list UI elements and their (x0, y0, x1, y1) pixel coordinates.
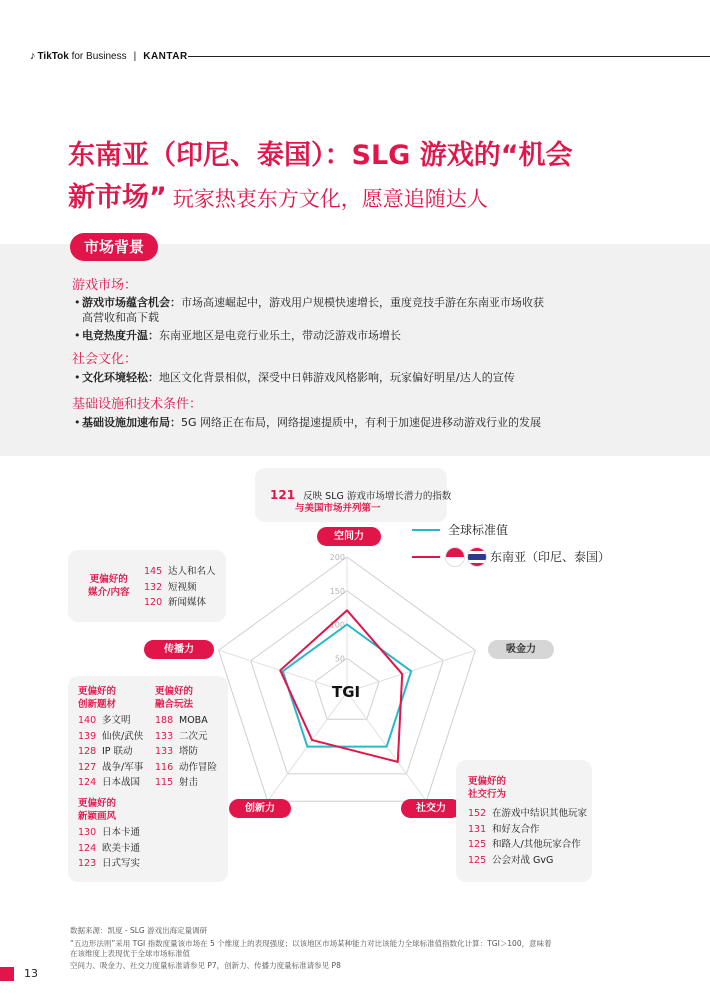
theme-list (78, 713, 143, 791)
panel-label-line2: 新颖画风 (78, 811, 117, 822)
item-value: 131 (468, 823, 487, 835)
market-background-badge: 市场背景 (70, 233, 158, 261)
footer-note-2: 在该维度上表现优于全球市场标准值 (70, 949, 190, 958)
item-label: 日式写实 (102, 858, 141, 869)
item-value: 130 (78, 827, 97, 838)
list-item (468, 837, 587, 853)
radar-tick-label: 100 (329, 620, 345, 630)
item-value: 127 (78, 761, 97, 773)
item-label: 二次元 (179, 730, 208, 742)
item-label: 在游戏中结识其他玩家 (492, 808, 588, 819)
item-value: 140 (78, 715, 97, 726)
callout-number: 121 (270, 488, 296, 502)
panel-label-line1: 更偏好的 (89, 574, 128, 585)
bullet-continuation: 高营收和高下载 (82, 311, 159, 324)
page-subtitle: 玩家热衷东方文化，愿意追随达人 (172, 187, 488, 211)
callout-line2: 与美国市场并列第一 (295, 503, 381, 514)
footer-source: 数据来源：凯度 - SLG 游戏出海定量调研 (70, 926, 208, 935)
item-label: 日本卡通 (102, 827, 141, 838)
item-value: 125 (468, 854, 487, 866)
item-label: 短视频 (168, 581, 197, 593)
item-value: 123 (78, 858, 97, 869)
list-item (155, 729, 217, 745)
list-item (468, 822, 587, 838)
bullet-text: 东南亚地区是电竞行业乐土，带动泛游戏市场增长 (159, 329, 401, 342)
footer-note-3: 空间力、吸金力、社交力度量标准请参见 P7，创新力、传播力度量标准请参见 P8 (70, 961, 341, 970)
bullet-bold: 基础设施加速布局： (82, 416, 181, 429)
list-item (468, 806, 587, 822)
list-item (78, 825, 140, 841)
footer-note-1: “五边形法则”采用 TGI 指数度量该市场在 5 个维度上的表现强度；以该地区市场某种能力对比该能力全球标准值指数化计算：TGI＞100，意味着 (70, 939, 552, 948)
item-label: 仙侠/武侠 (102, 730, 144, 742)
axis-label-space: 空间力 (317, 527, 381, 546)
page-number: 13 (24, 967, 38, 980)
item-label: 日本战国 (102, 777, 141, 788)
legend-sea-label: 东南亚（印尼、泰国） (490, 550, 611, 564)
panel-label-line2: 融合玩法 (155, 699, 194, 710)
item-value: 145 (144, 566, 163, 577)
item-label: 和好友合作 (492, 823, 540, 835)
item-value: 133 (155, 730, 174, 742)
bullet-item: • 文化环境轻松：地区文化背景相似，深受中日韩游戏风格影响，玩家偏好明星/达人的宣传 (74, 371, 515, 384)
social-list (468, 806, 587, 868)
list-item (155, 713, 217, 729)
item-label: MOBA (179, 715, 208, 726)
bullet-text: 5G 网络正在布局，网络提速提质中，有利于加速促进移动游戏行业的发展 (181, 416, 542, 429)
item-label: 动作冒险 (179, 761, 218, 773)
item-label: 和路人/其他玩家合作 (492, 839, 581, 850)
media-panel-title (88, 573, 129, 599)
section-heading-infrastructure: 基础设施和技术条件： (72, 397, 203, 412)
page-title-line1: 东南亚（印尼、泰国）：SLG 游戏的“机会 (68, 140, 573, 171)
list-item (78, 760, 143, 776)
bullet-bold: 电竞热度升温： (82, 329, 159, 342)
bullet-text: 地区文化背景相似，深受中日韩游戏风格影响，玩家偏好明星/达人的宣传 (159, 371, 515, 384)
panel-label-line1: 更偏好的 (155, 686, 194, 697)
list-item (78, 856, 140, 872)
tiktok-logo-icon: ♪ (30, 50, 36, 62)
item-label: 达人和名人 (168, 566, 216, 577)
bullet-item: • 游戏市场蕴含机会：市场高速崛起中，游戏用户规模快速增长，重度竞技手游在东南亚市场收获 (74, 296, 544, 309)
item-label: 公会对战 GvG (492, 854, 554, 866)
section-heading-game-market: 游戏市场： (72, 278, 138, 293)
art-panel-title (78, 797, 116, 823)
bullet-text: 市场高速崛起中，游戏用户规模快速增长，重度竞技手游在东南亚市场收获 (181, 296, 544, 309)
item-value: 120 (144, 597, 163, 608)
item-value: 115 (155, 777, 174, 788)
item-value: 128 (78, 746, 97, 757)
list-item (155, 760, 217, 776)
brand-suffix: for Business (68, 50, 127, 62)
item-label: 欧美卡通 (102, 842, 141, 854)
radar-center-label: TGI (332, 683, 361, 701)
media-list (144, 564, 216, 611)
list-item (78, 841, 140, 857)
theme-panel-title (78, 685, 116, 711)
axis-label-spread: 传播力 (144, 640, 214, 659)
item-value: 133 (155, 746, 174, 757)
legend-global-label: 全球标准值 (448, 523, 509, 537)
list-item (468, 853, 587, 869)
list-item (144, 564, 216, 580)
axis-label-attract: 吸金力 (488, 640, 554, 659)
bullet-item: • 电竞热度升温：东南亚地区是电竞行业乐土，带动泛游戏市场增长 (74, 329, 401, 342)
panel-label-line2: 创新题材 (78, 699, 117, 710)
list-item (78, 744, 143, 760)
page-title-line2-bold: 新市场” (68, 182, 167, 213)
panel-label-line2: 社交行为 (468, 789, 507, 800)
list-item (78, 713, 143, 729)
radar-tick-label: 150 (329, 586, 345, 596)
callout-line1: 反映 SLG 游戏市场增长潜力的指数 (303, 491, 452, 502)
item-label: 新闻媒体 (168, 597, 207, 608)
item-value: 125 (468, 839, 487, 850)
item-value: 116 (155, 761, 174, 773)
list-item (78, 775, 143, 791)
social-panel-title (468, 775, 506, 801)
panel-label-line1: 更偏好的 (78, 798, 117, 809)
item-value: 188 (155, 715, 174, 726)
art-list (78, 825, 140, 872)
axis-label-social: 社交力 (401, 799, 461, 818)
radar-tick-label: 50 (334, 654, 345, 664)
list-item (144, 595, 216, 611)
brand-separator: | (133, 50, 137, 62)
list-item (155, 775, 217, 791)
radar-tick-label: 200 (329, 553, 345, 562)
list-item (78, 729, 143, 745)
item-value: 124 (78, 777, 97, 788)
item-value: 124 (78, 842, 97, 854)
item-label: 塔防 (179, 746, 199, 757)
play-panel-title (155, 685, 193, 711)
section-heading-social-culture: 社会文化： (72, 352, 138, 367)
item-label: 战争/军事 (102, 761, 144, 773)
bullet-bold: 游戏市场蕴含机会： (82, 296, 181, 309)
item-label: 射击 (179, 777, 199, 788)
panel-label-line1: 更偏好的 (78, 686, 117, 697)
item-value: 139 (78, 730, 97, 742)
page-number-marker (0, 967, 14, 981)
bullet-bold: 文化环境轻松： (82, 371, 159, 384)
brand-tiktok: TikTok (37, 50, 69, 62)
play-list (155, 713, 217, 791)
item-value: 152 (468, 808, 487, 819)
brand-kantar: KANTAR (143, 50, 188, 62)
bullet-item: • 基础设施加速布局：5G 网络正在布局，网络提速提质中，有利于加速促进移动游戏行业的发展 (74, 416, 542, 429)
item-value: 132 (144, 581, 163, 593)
panel-label-line2: 媒介/内容 (88, 587, 130, 598)
item-label: 多文明 (102, 715, 131, 726)
item-label: IP 联动 (102, 746, 133, 757)
list-item (155, 744, 217, 760)
panel-label-line1: 更偏好的 (468, 776, 507, 787)
axis-label-create: 创新力 (229, 799, 291, 818)
list-item (144, 580, 216, 596)
